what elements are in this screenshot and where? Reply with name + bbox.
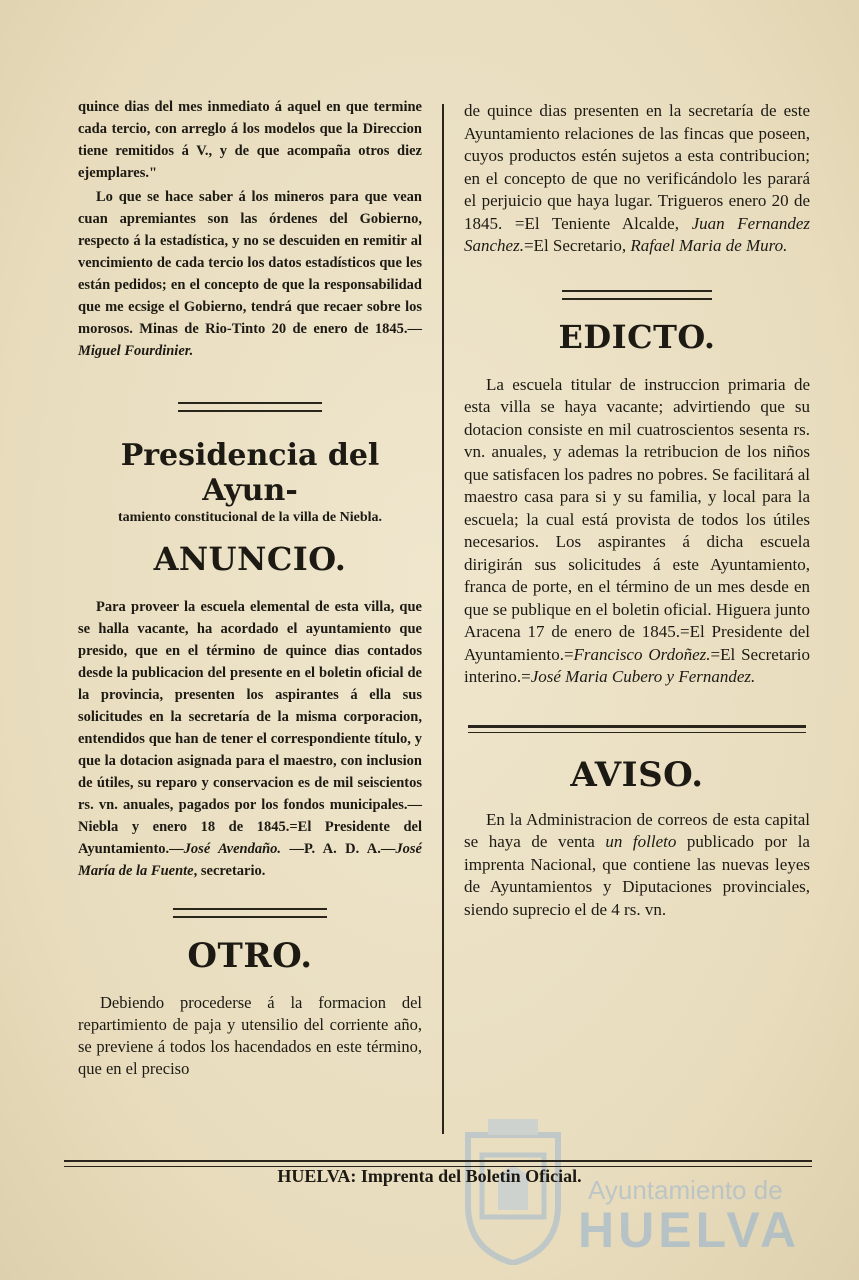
otro-heading: OTRO. (187, 936, 313, 976)
city-shield-icon (458, 1115, 568, 1265)
presidencia-subheading: tamiento constitucional de la villa de Niebla. (117, 510, 383, 525)
trigueros-signature-1: Juan Fernandez Sanchez. (464, 213, 810, 255)
paragraph-2-signature: Miguel Fourdinier. (78, 343, 194, 359)
edicto-signature-1: Francisco Ordoñez. (573, 644, 711, 664)
trigueros-mid: =El Secretario, (523, 236, 631, 255)
left-paragraph-1: quince dias del mes inmediato á aquel en que termine cada tercio, con arreglo á los modelos que la Direccion tiene remitidos á V., y de que acompaña otros diez ejemplares." (78, 99, 422, 181)
trigueros-text: de quince dias presenten en la secretaría de este Ayuntamiento relaciones de las fincas que poseen, cuyos productos estén sujetos a esta contribucion; en el concepto de que no verificándolo les parará el perjuicio que haya lugar. Trigueros enero 20 de 1845. =El Teniente Alcalde, (464, 101, 810, 233)
column-divider (442, 104, 444, 1134)
heavy-rule (468, 725, 806, 733)
otro-body: Debiendo procederse á la formacion del repartimiento de paja y utensilio del corriente año, se previene á todos los hacendados en este término, que en el preciso (78, 993, 422, 1078)
paragraph-2-text: Lo que se hace saber á los mineros para que vean cuan apremiantes son las órdenes del Gobierno, respecto á la estadística, y no se descuiden en remitir al vencimiento de cada tercio los datos estadísticos que les están pedidos; en el concepto de que la responsabilidad que me ecsige el Gobierno, tendrá que recaer sobre los morosos. Minas de Rio-Tinto 20 de enero de 1845.— (78, 189, 422, 337)
imprint-footer: HUELVA: Imprenta del Boletin Oficial. (277, 1166, 582, 1186)
anuncio-text: Para proveer la escuela elemental de esta villa, que se halla vacante, ha acordado el ayuntamiento que presido, que en el término de quince dias contados desde la publicacion del presente en el boletin oficial de la provincia, presenten los aspirantes á ella sus solicitudes en la secretaría de la misma corporacion, entendidos que han de tener el correspondiente título, y que la dotacion asignada para el maestro, con inclusion de útiles, su reparo y conservacion es de mil seiscientos rs. vn. anuales, pagados por los fondos municipales.—Niebla y enero 18 de 1845.=El Presidente del Ayuntamiento.— (78, 599, 422, 857)
anuncio-body (78, 596, 422, 882)
section-rule (562, 290, 712, 300)
anuncio-heading: ANUNCIO. (153, 540, 347, 578)
watermark-line-1: Ayuntamiento de (588, 1175, 783, 1205)
edicto-heading: EDICTO. (558, 317, 716, 356)
anuncio-signature-2: José María de la Fuente (78, 841, 422, 879)
trigueros-signature-2: Rafael Maria de Muro. (630, 236, 788, 255)
section-rule (178, 402, 322, 412)
left-paragraph-2 (78, 186, 422, 362)
aviso-text-2: publicado por la imprenta Nacional, que contiene las nuevas leyes de Ayuntamientos y Diputaciones provinciales, siendo suprecio el de 4 rs. vn. (464, 832, 810, 919)
edicto-body (464, 374, 810, 689)
anuncio-end: , secretario. (193, 863, 266, 879)
section-rule (173, 908, 327, 918)
right-column (464, 100, 810, 921)
aviso-heading: AVISO. (570, 754, 704, 795)
left-column (78, 96, 422, 1080)
watermark-line-2: HUELVA (578, 1202, 801, 1258)
anuncio-mid: —P. A. D. A.— (281, 841, 396, 857)
aviso-text-1: En la Administracion de correos de esta capital se haya de venta (464, 809, 810, 851)
aviso-italic: un folleto (605, 832, 677, 851)
edicto-signature-2: José Maria Cubero y Fernandez. (530, 667, 756, 686)
aviso-body (464, 809, 810, 922)
anuncio-signature-1: José Avendaño. (183, 841, 282, 857)
presidencia-heading: Presidencia del Ayun- (120, 438, 380, 508)
edicto-mid: =El Secretario interino.= (464, 644, 810, 686)
edicto-text: La escuela titular de instruccion primaria de esta villa se haya vacante; advirtiendo que su dotacion consiste en mil cuatroscientos sesenta rs. vn. anuales, y ademas la retribucion de los niños que satisfacen los padres no pobres. Se facilitará al maestro casa para si y su familia, y local para la escuela; la cual está provista de todos los útiles necesarios. Los aspirantes á dicha escuela dirigirán sus solicitudes á este Ayuntamiento, franca de porte, en el término de un mes desde en que se publique en el boletin oficial. Higuera junto Aracena 17 de enero de 1845.=El Presidente del Ayuntamiento.= (464, 374, 811, 664)
trigueros-notice (464, 100, 810, 258)
